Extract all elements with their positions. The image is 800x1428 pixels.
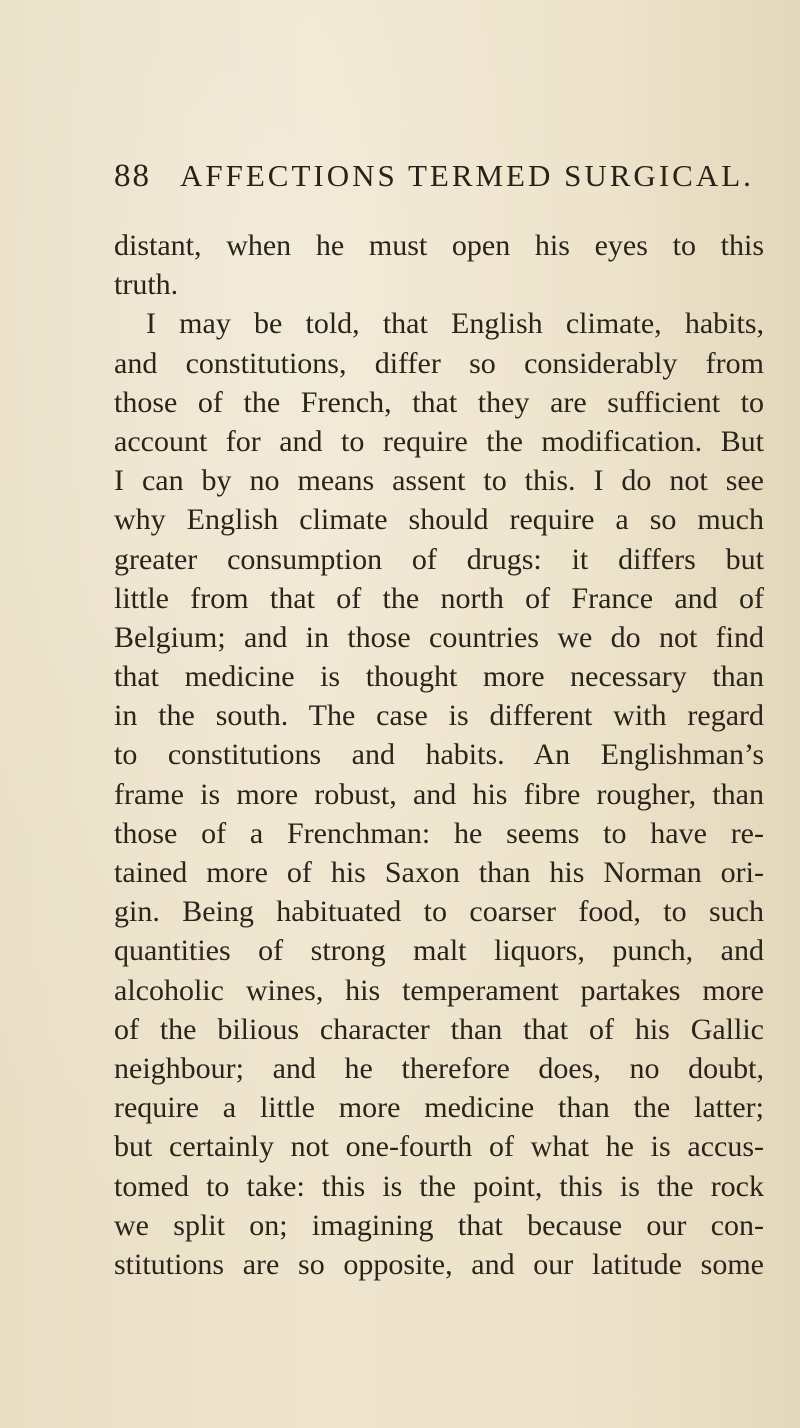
- text-line: gin. Being habituated to coarser food, to such: [114, 895, 764, 929]
- text-line: tained more of his Saxon than his Norman ori-: [114, 856, 764, 889]
- text-line: frame is more robust, and his fibre rougher, than: [114, 777, 764, 811]
- text-line: I may be told, that English climate, habits,: [146, 307, 764, 341]
- text-line: truth.: [114, 268, 179, 302]
- text-line: that medicine is thought more necessary than: [114, 660, 764, 694]
- text-line: and constitutions, differ so considerably from: [114, 346, 764, 380]
- text-line: tomed to take: this is the point, this is the rock: [114, 1169, 764, 1203]
- text-line: neighbour; and he therefore does, no doubt,: [114, 1051, 764, 1085]
- text-line: account for and to require the modification. But: [114, 424, 764, 458]
- text-line: we split on; imagining that because our con-: [114, 1208, 764, 1242]
- text-line: Belgium; and in those countries we do not find: [114, 620, 764, 654]
- running-head: [114, 158, 754, 202]
- text-line: require a little more medicine than the latter;: [114, 1091, 764, 1125]
- text-line: alcoholic wines, his temperament partakes more: [114, 973, 764, 1007]
- running-head-title: AFFECTIONS TERMED SURGICAL.: [180, 158, 754, 193]
- page-number: 88: [114, 158, 151, 194]
- text-line: of the bilious character than that of his Gallic: [114, 1012, 764, 1046]
- text-line: why English climate should require a so much: [114, 503, 764, 537]
- text-line: those of the French, that they are sufficient to: [114, 385, 764, 419]
- text-line: to constitutions and habits. An Englishman’s: [114, 738, 764, 772]
- text-line: I can by no means assent to this. I do not see: [114, 464, 764, 498]
- body-text: [114, 226, 764, 1284]
- text-line: greater consumption of drugs: it differs but: [114, 542, 764, 576]
- text-line: those of a Frenchman: he seems to have re-: [114, 816, 764, 850]
- text-line: in the south. The case is different with regard: [114, 699, 764, 733]
- text-line: quantities of strong malt liquors, punch, and: [114, 934, 764, 968]
- text-line: distant, when he must open his eyes to this: [114, 229, 764, 262]
- text-line: stitutions are so opposite, and our latitude some: [114, 1247, 764, 1281]
- text-line: but certainly not one-fourth of what he is accus-: [114, 1130, 764, 1164]
- text-line: little from that of the north of France and of: [114, 581, 764, 615]
